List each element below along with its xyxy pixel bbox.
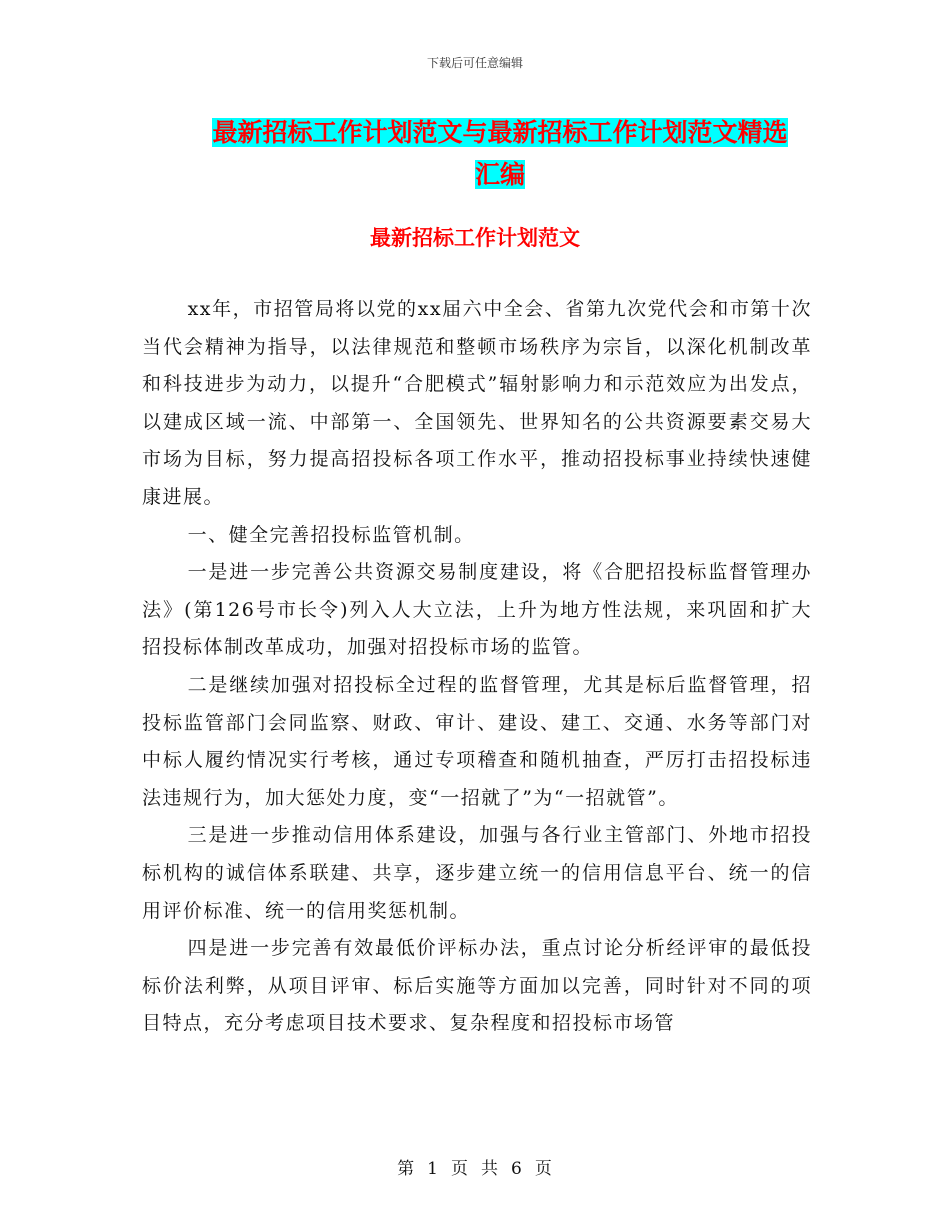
paragraph-item-two: 二是继续加强对招投标全过程的监督管理，尤其是标后监督管理，招投标监管部门会同监察、财政、审计、建设、建工、交通、水务等部门对中标人履约情况实行考核，通过专项稽查和随机抽查，严厉打击招投标违法违规行为，加大惩处力度，变“一招就了”为“一招就管”。 [142,673,812,809]
footer-total-word: 共 [481,1159,499,1179]
paragraph-item-three: 三是进一步推动信用体系建设，加强与各行业主管部门、外地市招投标机构的诚信体系联建、共享，逐步建立统一的信用信息平台、统一的信用评价标准、统一的信用奖惩机制。 [142,824,812,922]
document-title-line1: 最新招标工作计划范文与最新招标工作计划范文精选 [212,118,788,147]
header-note: 下载后可任意编辑 [426,56,523,70]
section-heading: 最新招标工作计划范文 [370,226,580,250]
document-title-line2: 汇编 [474,160,525,189]
paragraph-item-one: 一是进一步完善公共资源交易制度建设，将《合肥招投标监督管理办法》(第126号市长令)列入人大立法，上升为地方性法规，来巩固和扩大招投标体制改革成功，加强对招投标市场的监管。 [142,561,812,659]
paragraph-item-four: 四是进一步完善有效最低价评标办法，重点讨论分析经评审的最低投标价法利弊，从项目评审、标后实施等方面加以完善，同时针对不同的项目特点，充分考虑项目技术要求、复杂程度和招投标市场管 [142,937,812,1035]
footer-total-unit: 页 [534,1159,553,1179]
footer-page-unit: 页 [451,1159,469,1179]
document-body [142,291,812,1043]
paragraph-heading-one: 一、健全完善招投标监管机制。 [187,523,475,546]
footer-page-word: 第 [397,1159,416,1179]
footer-page-number: 1 [427,1159,439,1179]
footer-total-pages: 6 [511,1159,523,1179]
page-footer [0,1154,950,1179]
document-title [150,112,850,196]
paragraph-intro: xx年，市招管局将以党的xx届六中全会、省第九次党代会和市第十次当代会精神为指导，以法律规范和整顿市场秩序为宗旨，以深化机制改革和科技进步为动力，以提升“合肥模式”辐射影响力和示范效应为出发点，以建成区域一流、中部第一、全国领先、世界知名的公共资源要素交易大市场为目标，努力提高招投标各项工作水平，推动招投标事业持续快速健康进展。 [142,298,812,508]
